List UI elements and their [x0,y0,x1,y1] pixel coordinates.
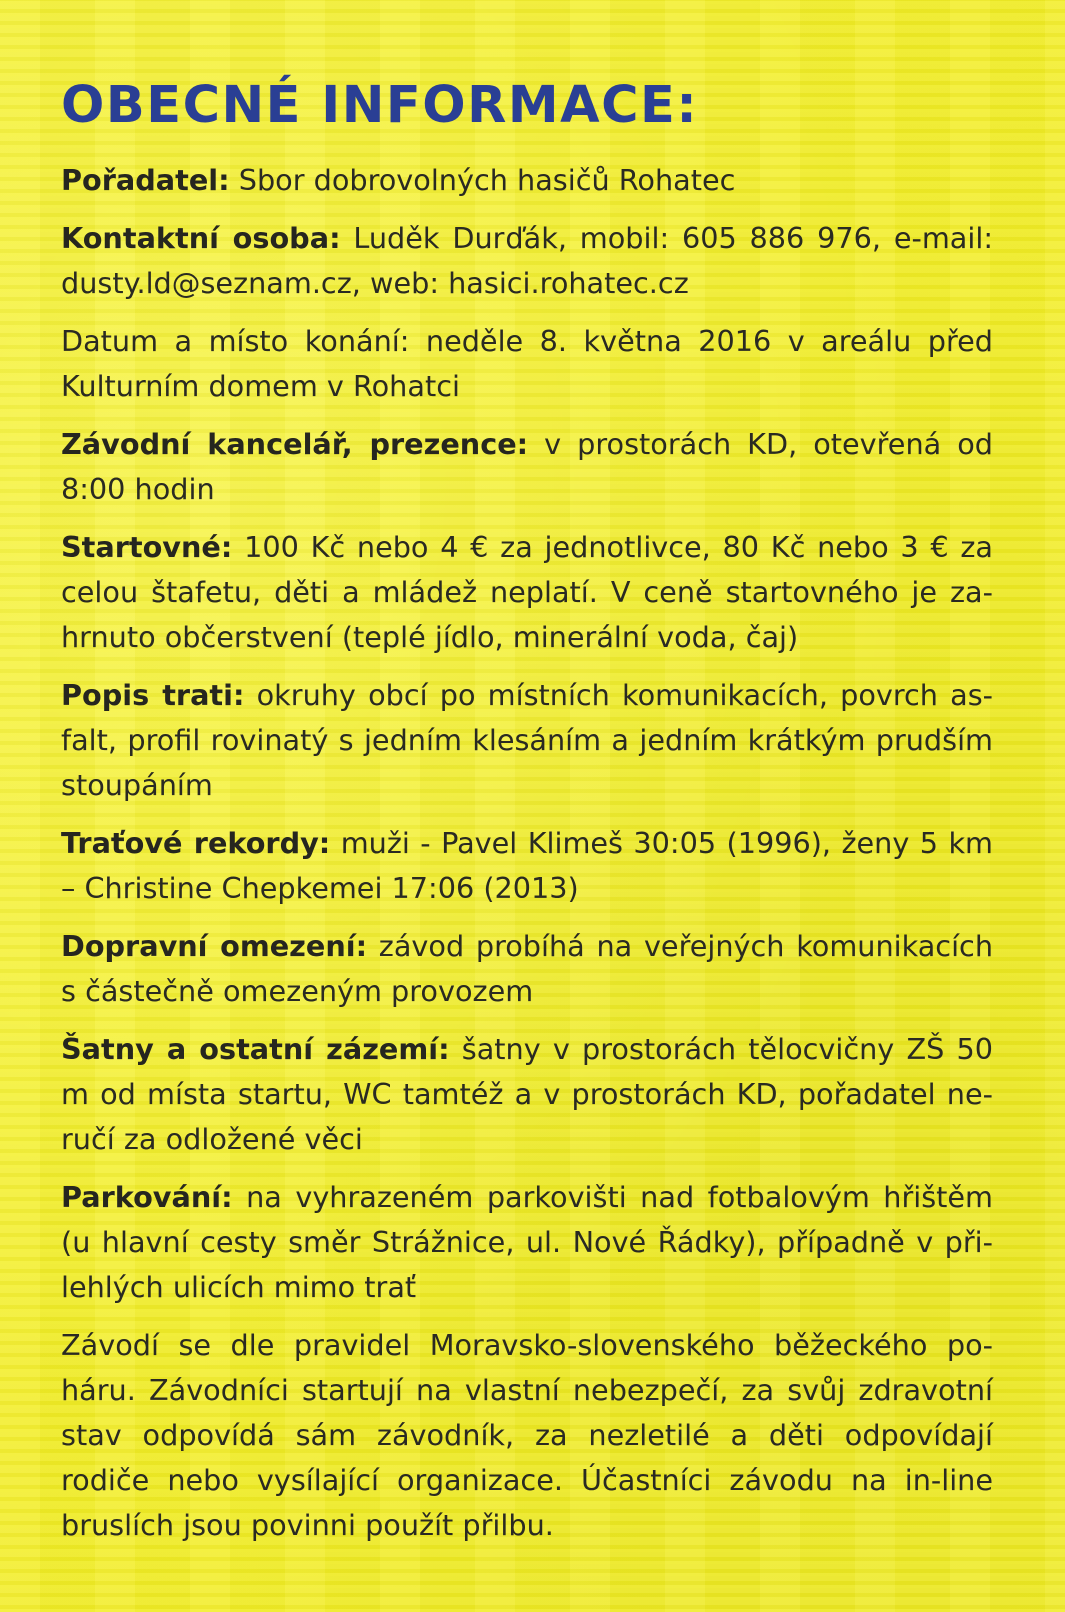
section-text: 100 Kč nebo 4 € za jednotlivce, 80 Kč nebo 3 € za celou štafetu, děti a mládež neplatí. V ceně startovného je zahrnuto občerstvení (teplé jídlo, minerální voda, čaj) [61,530,993,654]
section-text: Sbor dobrovolných hasičů Rohatec [229,163,736,197]
section-label: Kontaktní osoba: [61,221,341,255]
section-organizer [61,158,993,203]
section-text: na vyhrazeném parkovišti nad fotbalovým hřištěm (u hlavní cesty směr Strážnice, ul. Nové Řádky), případně v přilehlých ulicích mimo trať [61,1180,993,1304]
section-changing-rooms [61,1027,993,1162]
section-parking [61,1175,993,1310]
section-text: okruhy obcí po místních komunikacích, povrch asfalt, profil rovinatý s jedním klesáním a jedním krátkým prudším stoupáním [61,678,994,802]
section-date-place [61,319,993,409]
section-label: Pořadatel: [61,163,230,197]
section-text: v prostorách KD, otevřená od 8:00 hodin [61,427,994,506]
section-label: Závodní kancelář, prezence: [61,427,529,461]
section-text: Luděk Durďák, mobil: 605 886 976, e-mail: dusty.ld@seznam.cz, web: hasici.rohatec.cz [61,221,993,300]
section-office [61,422,993,512]
section-label: Parkování: [61,1180,233,1214]
section-label: Dopravní omezení: [61,929,368,963]
section-text: šatny v prostorách tělocvičny ZŠ 50 m od místa startu, WC tamtéž a v prostorách KD, pořadatel neručí za odložené věci [61,1032,993,1156]
section-text: muži - Pavel Klimeš 30:05 (1996), ženy 5 km – Christine Chepkemei 17:06 (2013) [61,826,993,905]
section-text: Závodí se dle pravidel Moravsko-slovenského běžeckého poháru. Závodníci startují na vlastní nebezpečí, za svůj zdravotní stav odpovídá sám závodník, za nezletilé a děti odpovídají rodiče nebo vysílající organizace. Účastníci závodu na in-line bruslích jsou povinni použít přilbu. [61,1328,993,1542]
section-entry-fee [61,525,993,660]
section-track-records [61,821,993,911]
section-contact [61,216,993,306]
section-traffic [61,924,993,1014]
section-rules [61,1323,993,1548]
section-label: Startovné: [61,530,233,564]
section-text: závod probíhá na veřejných komunikacích s částečně omezeným provozem [61,929,993,1008]
section-label: Šatny a ostatní zázemí: [61,1032,450,1066]
section-label: Traťové rekordy: [61,826,331,860]
section-track-description [61,673,993,808]
info-page [61,70,993,1561]
section-text: Datum a místo konání: neděle 8. května 2016 v areálu před Kulturním domem v Rohatci [61,324,993,403]
page-title: OBECNÉ INFORMACE: [61,76,699,135]
section-label: Popis trati: [61,678,245,712]
